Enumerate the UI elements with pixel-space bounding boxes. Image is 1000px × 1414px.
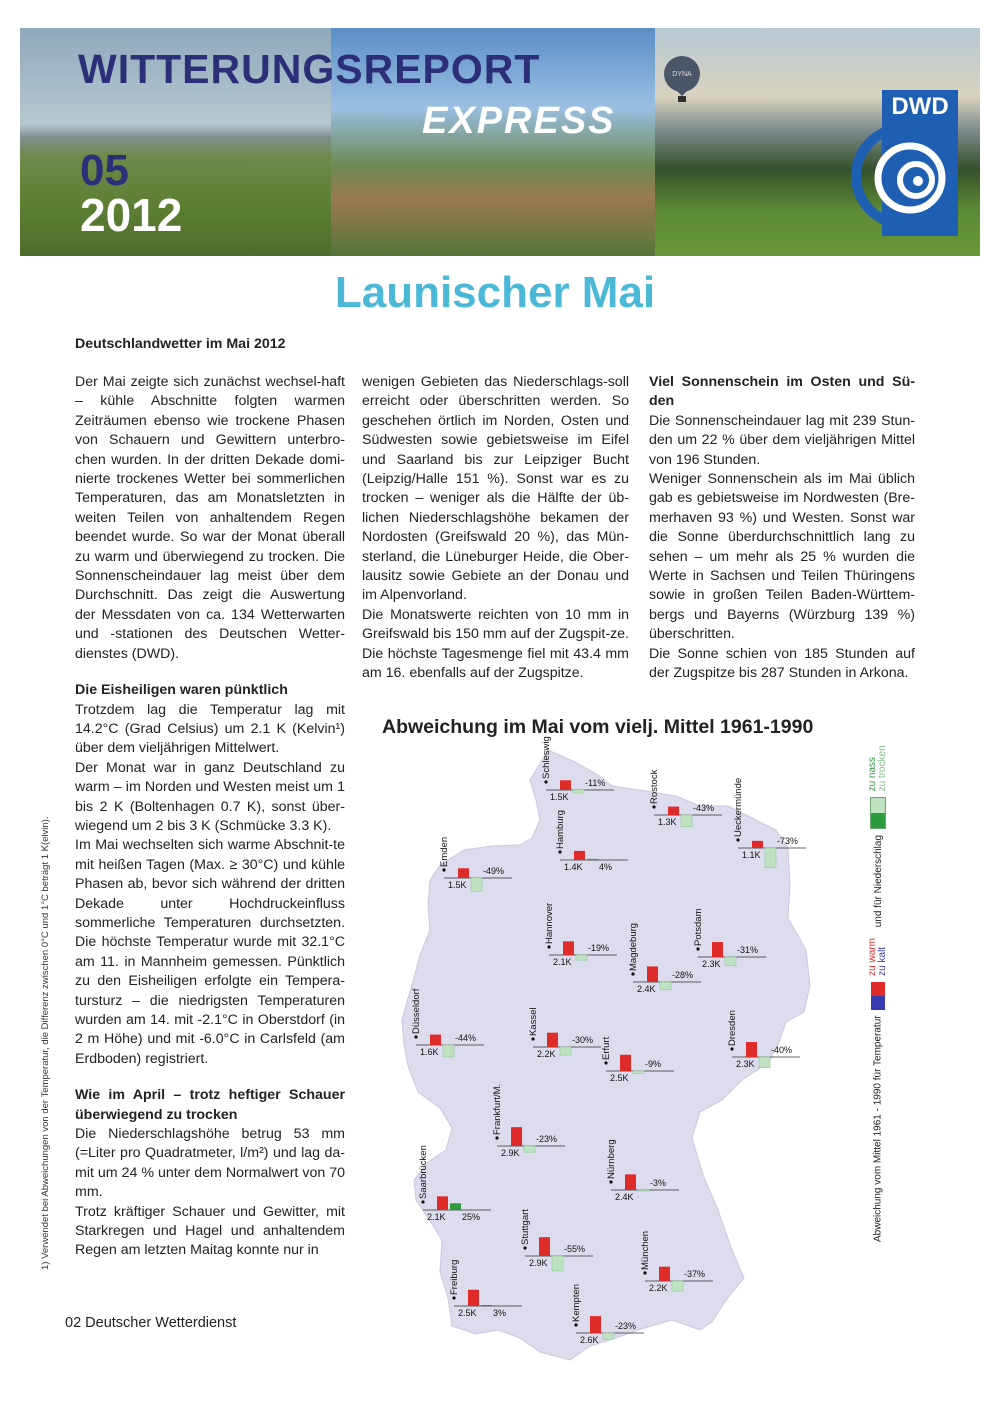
station-name: Schleswig [541,736,552,779]
legend-warm-label: zu warm [867,938,878,976]
temp-label: 2.1K [553,957,572,967]
precip-label: -9% [645,1059,662,1069]
precip-label: -37% [684,1269,706,1279]
station-dot [523,1246,526,1249]
temp-bar [590,1316,601,1333]
legend-wet-label: zu nass [867,756,878,792]
temp-bar [560,780,571,790]
precip-label: -73% [777,836,799,846]
station-name: Potsdam [693,908,704,946]
precip-label: -3% [650,1178,667,1188]
precip-bar [560,1047,571,1055]
paragraph: Trotz kräftiger Schauer und Gewitter, mit Starkregen und Hagel und anhaltendem Regen am letzten Maitag konnte nur in [75,1203,345,1259]
station-dot [643,1271,646,1274]
station-name: Düsseldorf [411,988,422,1034]
report-subtitle: EXPRESS [422,100,616,142]
paragraph: Im Mai wechselten sich warme Abschnit-te mit heißen Tagen (Max. ≥ 30°C) und kühle Phasen ab, bevor sich während der dritten Dekade unter Hochdruckeinfluss sommerliche Temperaturen durchsetzten. Die höchste Temperatur wurde mit 32.1°C am 11. in Mannheim gemessen. Pünktlich zu den Eisheiligen erfolgte ein Tempera-tursturz – die niedrigsten Temperaturen wurden am 14. mit -2.1°C in Oberstdorf (in 2 m Höhe) und mit -6.0°C in Carlsfeld (am Erdboden) registriert. [75,837,345,1067]
temp-bar [511,1127,522,1146]
station-dot [452,1296,455,1299]
station-dot [421,1200,424,1203]
station-dot [574,1323,577,1326]
chart-title: Abweichung im Mai vom vielj. Mittel 1961-1990 [382,716,814,738]
station-dot [736,838,739,841]
precip-label: -23% [536,1134,558,1144]
paragraph: Der Monat war in ganz Deutschland zu warm – im Norden und Westen meist um 1 bis 2 K (Boltenhagen 0.7 K), sonst über-wiegend um 2 bis 3 K (Schmücke 3.3 K). [75,759,345,834]
legend-precip-swatch [870,797,886,829]
subheading: Viel Sonnenschein im Osten und Sü-den [649,374,915,410]
temp-bar [620,1055,631,1071]
temp-label: 2.3K [736,1059,755,1069]
station-dot [631,972,634,975]
temp-label: 2.9K [501,1148,520,1158]
station-dot [730,1047,733,1050]
precip-label: 4% [599,862,613,872]
temp-label: 1.5K [550,792,569,802]
temp-label: 1.4K [564,862,583,872]
temp-bar [659,1267,670,1281]
station-name: Saarbrücken [418,1145,429,1199]
temp-bar [458,868,469,878]
legend-main-label: Abweichung vom Mittel 1961 - 1990 für Temperatur [872,1015,884,1242]
temp-bar [430,1035,441,1045]
precip-label: -43% [693,803,715,813]
station-name: Ueckermünde [733,777,744,837]
precip-label: -55% [564,1244,586,1254]
station-dot [414,1035,417,1038]
precip-bar [587,859,598,860]
temp-bar [625,1174,636,1190]
temp-label: 2.1K [427,1212,446,1222]
precip-bar [759,1057,770,1068]
precip-label: -19% [588,943,610,953]
precip-bar [524,1146,535,1152]
precip-bar [725,957,736,965]
page-footer: 02 Deutscher Wetterdienst [65,1315,237,1331]
station-name: Rostock [649,769,660,804]
temp-bar [574,851,585,860]
precip-label: -49% [483,866,505,876]
station-name: Freiburg [449,1259,460,1295]
station-dot [558,850,561,853]
station-dot [547,945,550,948]
precip-bar [576,955,587,960]
precip-label: -23% [615,1321,637,1331]
temp-label: 2.2K [649,1283,668,1293]
station-name: Dresden [727,1010,738,1046]
precip-label: 25% [462,1212,481,1222]
paragraph: wenigen Gebieten das Niederschlags-soll erreicht oder überschritten werden. So geschehen örtlich im Norden, Osten und Südwesten sowie gebietsweise im Eifel und Saarland bis zur Leipziger Bucht (Leipzig/Halle 151 %). Sonst war es zu trocken – weniger als die Hälfte der üb-lichen Niederschlagshöhe bekamen der Nordosten (Greifswald 20 %), das Mün-sterland, die Lüneburger Heide, die Ober-lausitz sowie Gebiete an der Donau und im Alpenvorland. [362,374,629,604]
station-name: Frankfurt/M. [492,1083,503,1135]
station-dot [604,1061,607,1064]
dwd-logo-text: DWD [891,93,949,120]
station-name: Emden [439,836,450,867]
temp-label: 2.5K [458,1308,477,1318]
precip-bar [471,878,482,891]
paragraph: Die Monatswerte reichten von 10 mm in Greifswald bis 150 mm auf der Zugspit-ze. Die höchste Tagesmenge fiel mit 43.4 mm am 16. ebenfalls auf der Zugspitze. [362,606,629,682]
temp-label: 2.4K [637,984,656,994]
temp-bar [539,1237,550,1256]
precip-bar [681,815,692,827]
temp-bar [746,1042,757,1057]
station-dot [609,1180,612,1183]
temp-bar [547,1033,558,1047]
chart-legend [868,745,888,1242]
temp-label: 1.6K [420,1047,439,1057]
station-dot [652,805,655,808]
precip-bar [765,848,776,868]
station-name: Kempten [571,1283,582,1322]
station-dot [544,780,547,783]
precip-label: -28% [672,970,694,980]
temp-bar [712,942,723,957]
precip-bar [633,1071,644,1073]
station-name: München [640,1230,651,1270]
station-name: Hamburg [555,809,566,849]
temp-label: 2.9K [529,1258,548,1268]
temp-bar [437,1196,448,1210]
footnote: 1) Verwendet bei Abweichungen von der Temperatur, die Differenz zwischen 0°C und 1°C beträgt 1 K(elvin). [40,816,51,1270]
precip-label: -40% [771,1045,793,1055]
temp-bar [668,807,679,815]
report-month: 05 [80,146,129,195]
station-name: Stuttgart [520,1209,531,1245]
temp-label: 1.5K [448,880,467,890]
report-title: WITTERUNGSREPORT [78,46,541,92]
precip-label: 3% [493,1308,507,1318]
report-year: 2012 [80,189,183,241]
precip-bar [660,982,671,990]
station-dot [696,947,699,950]
precip-bar [638,1190,649,1191]
precip-bar [672,1281,683,1291]
precip-bar [481,1305,492,1306]
precip-bar [573,790,584,793]
legend-dry-label: zu trocken [877,745,888,792]
temp-label: 2.5K [610,1073,629,1083]
temp-label: 2.3K [702,959,721,969]
temp-bar [468,1290,479,1306]
subheading: Wie im April – trotz heftiger Schauer überwiegend zu trocken [75,1087,345,1123]
temp-label: 1.1K [742,850,761,860]
station-name: Nürnberg [606,1139,617,1179]
precip-bar [450,1203,461,1210]
temp-bar [647,966,658,982]
precip-bar [443,1045,454,1057]
legend-precip-label: und für Niederschlag [872,834,884,928]
station-dot [531,1037,534,1040]
paragraph: Weniger Sonnenschein als im Mai üblich gab es gebietsweise im Nordwesten (Bre-merhaven 93 %) und Westen. Sonst war die Sonne überdurchschnittlich lang zu sehen – um mehr als 25 % wurden die Werte in Sachsen und Teilen Thüringens sowie in großen Teilen Baden-Württem-bergs und Bayerns (Würzburg 139 %) überschritten. [649,471,915,643]
precip-label: -30% [572,1035,594,1045]
headline: Launischer Mai [334,268,656,317]
paragraph: Die Sonne schien von 185 Stunden auf der Zugspitze bis 287 Stunden in Arkona. [649,645,915,682]
station-name: Kassel [528,1007,539,1036]
legend-cold-label: zu kalt [877,946,888,976]
paragraph: Die Niederschlagshöhe betrug 53 mm (=Liter pro Quadratmeter, l/m²) und lag da-mit um 24 % unter dem Normalwert von 70 mm. [75,1126,345,1201]
subheading: Die Eisheiligen waren pünktlich [75,682,288,699]
station-dot [442,868,445,871]
temp-bar [563,941,574,955]
paragraph: Der Mai zeigte sich zunächst wechsel-haft – kühle Abschnitte folgten warmen Zeiträumen ebenso wie trockene Phasen von Schauern und Gewittern unterbro-chen wurden. In der dritten Dekade domi-nierte trockenes Wetter bei sommerlichen Temperaturen, das am Monatsletzten in weiten Teilen von anhaltendem Regen beendet wurde. So war der Monat überall zu warm und überwiegend zu trocken. Die Sonnenscheindauer lag meist über dem Durchschnitt. Das zeigt die Auswertung der Messdaten von ca. 134 Wetterwarten und -stationen des Deutschen Wetter-dienstes (DWD). [75,374,345,662]
paragraph: Die Sonnenscheindauer lag mit 239 Stun-den um 22 % über dem vieljährigen Mittel von 196 Stunden. [649,412,915,468]
precip-label: -31% [737,945,759,955]
temp-label: 2.4K [615,1192,634,1202]
temp-bar [752,841,763,848]
station-name: Hannover [544,902,555,944]
precip-bar [552,1256,563,1271]
station-name: Erfurt [601,1036,612,1060]
station-dot [495,1136,498,1139]
temp-label: 2.6K [580,1335,599,1345]
temp-label: 1.3K [658,817,677,827]
paragraph: Trotzdem lag die Temperatur lag mit 14.2°C (Grad Celsius) um 2.1 K (Kelvin¹) über dem vieljährigen Mittelwert. [75,701,345,757]
precip-bar [603,1333,614,1339]
temp-label: 2.2K [537,1049,556,1059]
precip-label: -44% [455,1033,477,1043]
precip-label: -11% [585,778,606,788]
station-name: Magdeburg [628,922,639,971]
balloon-label: DYNA [672,71,692,78]
section-title: Deutschlandwetter im Mai 2012 [75,336,286,352]
legend-temp-swatch [871,982,885,1010]
